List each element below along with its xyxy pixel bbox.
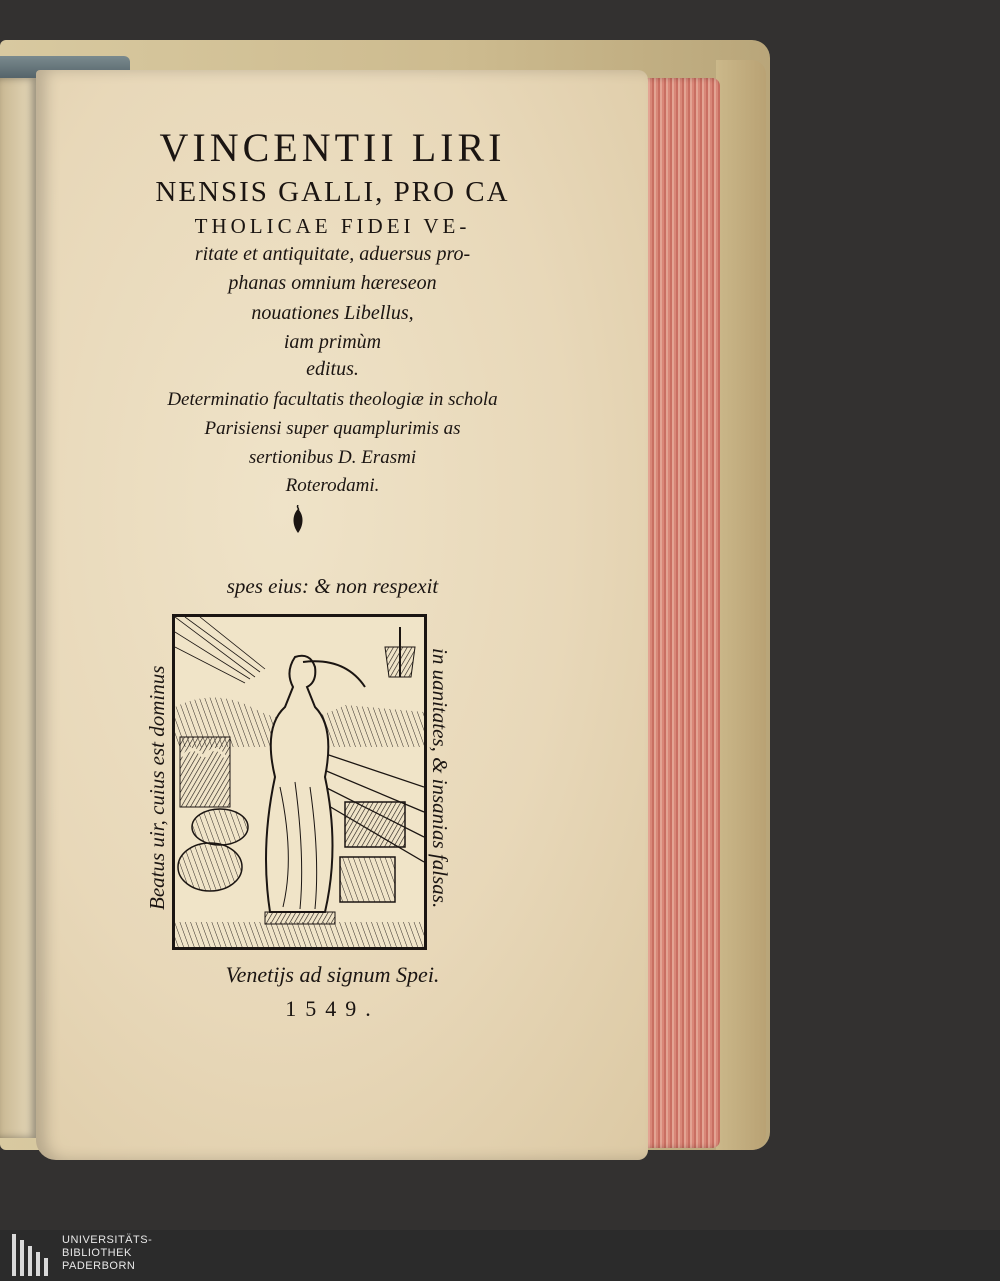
- woodcut-illustration: [175, 617, 424, 947]
- title-line-4: ritate et antiquitate, aduersus pro-: [194, 243, 471, 265]
- motto-left: Beatus uir, cuius est dominus: [145, 665, 169, 910]
- library-name-line-2: BIBLIOTHEK: [62, 1247, 132, 1259]
- title-line-5: phanas omnium hæreseon: [228, 272, 437, 294]
- printers-device-woodcut: [172, 614, 427, 950]
- title-line-9: Determinatio facultatis theologiæ in schola: [167, 389, 498, 410]
- title-line-8: editus.: [306, 358, 359, 380]
- title-line-6: nouationes Libellus,: [251, 302, 414, 324]
- left-page: [0, 78, 36, 1138]
- title-line-3: THOLICAE FIDEI VE-: [194, 214, 471, 238]
- leaf-ornament-icon: [288, 505, 308, 535]
- imprint-place: Venetijs ad signum Spei.: [225, 962, 440, 987]
- title-line-1: VINCENTII LIRI: [159, 125, 506, 170]
- cover-flap: [716, 60, 766, 1150]
- library-name-line-3: PADERBORN: [62, 1260, 136, 1272]
- title-line-10: Parisiensi super quamplurimis as: [204, 418, 461, 439]
- title-line-12: Roterodami.: [285, 475, 380, 496]
- title-line-11: sertionibus D. Erasmi: [248, 447, 417, 468]
- motto-right: in uanitates, & insanias falsas.: [428, 648, 452, 909]
- title-line-2: NENSIS GALLI, PRO CA: [155, 176, 510, 208]
- library-name-line-1: UNIVERSITÄTS-: [62, 1234, 153, 1246]
- title-line-7: iam primùm: [283, 331, 382, 353]
- imprint-year: 1549.: [285, 996, 380, 1021]
- library-logo-icon: [10, 1232, 50, 1278]
- library-name: [62, 1234, 152, 1273]
- motto-top: spes eius: & non respexit: [226, 574, 439, 598]
